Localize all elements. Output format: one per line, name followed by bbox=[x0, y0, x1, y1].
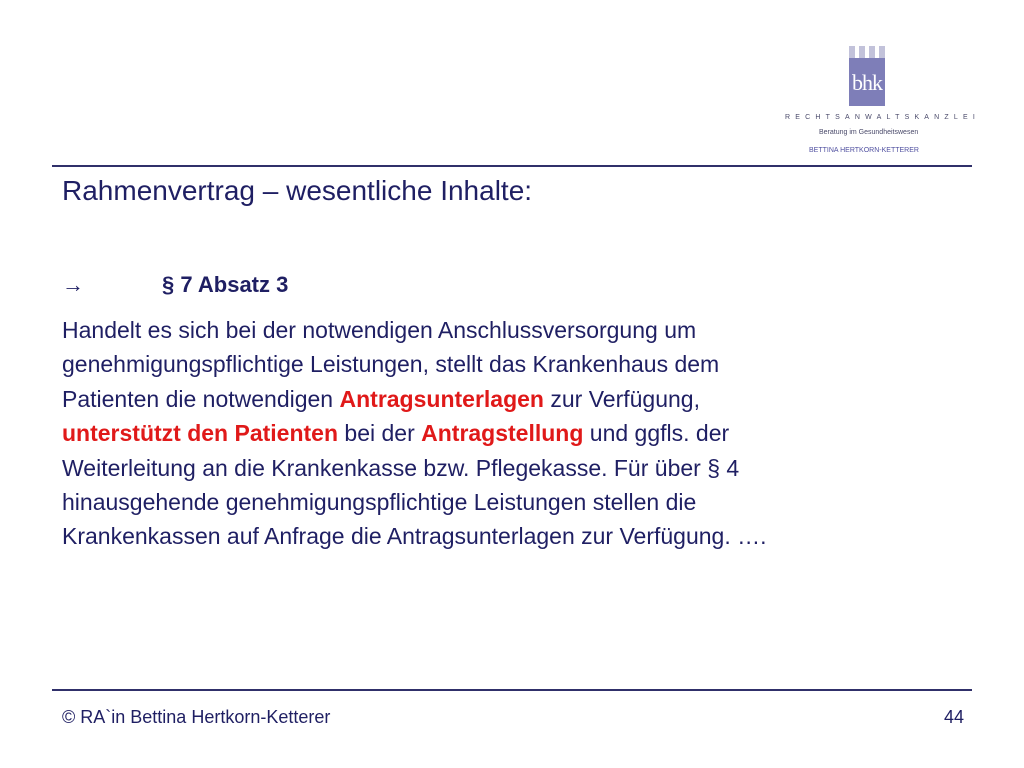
highlighted-text: Antragsunterlagen bbox=[339, 385, 544, 412]
logo-firm-name: RECHTSANWALTSKANZLEI bbox=[785, 114, 981, 121]
section-heading bbox=[62, 272, 289, 298]
text-run: hinausgehende genehmigungspflichtige Leistungen stellen die bbox=[62, 489, 697, 516]
paragraph-line bbox=[62, 519, 962, 553]
paragraph-line bbox=[62, 485, 962, 519]
text-run: genehmigungspflichtige Leistungen, stellt das Krankenhaus dem bbox=[62, 351, 720, 378]
text-run: und ggfls. der bbox=[583, 420, 730, 447]
paragraph-line bbox=[62, 347, 962, 381]
footer-copyright: © RA`in Bettina Hertkorn-Ketterer bbox=[62, 707, 331, 727]
slide-title: Rahmenvertrag – wesentliche Inhalte: bbox=[62, 175, 533, 206]
text-run: Patienten die notwendigen bbox=[62, 385, 340, 412]
logo-owner: BETTINA HERTKORN-KETTERER bbox=[809, 147, 919, 154]
arrow-icon: → bbox=[62, 272, 84, 297]
paragraph-line bbox=[62, 451, 962, 485]
logo-mark: bhk bbox=[849, 58, 885, 106]
text-run: Handelt es sich bei der notwendigen Anschlussversorgung um bbox=[62, 317, 697, 343]
highlighted-text: Antragstellung bbox=[421, 420, 584, 447]
highlighted-text: unterstützt den Patienten bbox=[62, 420, 339, 447]
paragraph-line bbox=[62, 313, 962, 347]
footer-rule bbox=[52, 689, 972, 691]
text-run: bei der bbox=[338, 420, 422, 447]
body-paragraph bbox=[62, 313, 962, 554]
header-rule bbox=[52, 165, 972, 167]
logo-tagline: Beratung im Gesundheitswesen bbox=[819, 129, 919, 136]
text-run: Krankenkassen auf Anfrage die Antragsunterlagen zur Verfügung. …. bbox=[62, 523, 767, 550]
text-run: Weiterleitung an die Krankenkasse bzw. Pflegekasse. Für über § 4 bbox=[62, 454, 740, 481]
paragraph-line bbox=[62, 382, 962, 416]
text-run: zur Verfügung, bbox=[543, 385, 700, 412]
paragraph-line bbox=[62, 416, 962, 450]
page-number: 44 bbox=[943, 707, 964, 727]
section-label: § 7 Absatz 3 bbox=[162, 272, 289, 297]
logo bbox=[785, 46, 981, 161]
